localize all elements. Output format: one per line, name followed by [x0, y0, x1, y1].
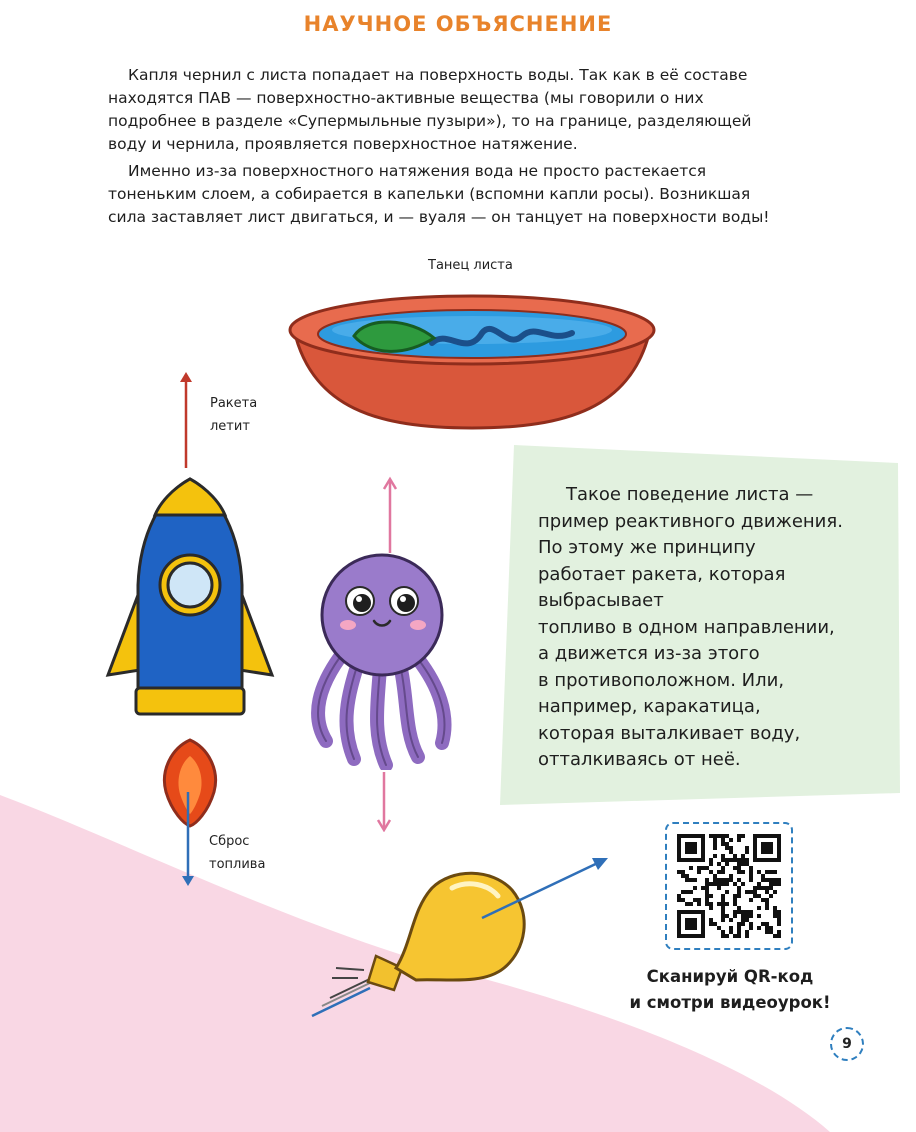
page-number: 9 [830, 1027, 864, 1061]
octopus-down-arrow [376, 770, 392, 832]
rocket-illustration [100, 475, 280, 725]
info-box-line: работает ракета, которая [538, 563, 786, 585]
info-box-line: которая выталкивает воду, [538, 722, 801, 744]
fuel-down-arrow [180, 790, 196, 890]
info-box-line: в противоположном. Или, [538, 669, 785, 691]
rocket-caption [210, 392, 257, 438]
info-box-line: пример реактивного движения. [538, 510, 843, 532]
paragraph-2-line: Именно из-за поверхностного натяжения вода не просто растекается [128, 162, 707, 180]
paragraph-2 [108, 160, 860, 229]
rocket-caption-line: летит [210, 419, 250, 434]
qr-instruction-line: Сканируй QR-код [646, 967, 814, 986]
balloon-illustration [292, 850, 612, 1030]
qr-instruction [612, 964, 848, 1016]
info-box-line: топливо в одном направлении, [538, 616, 835, 638]
info-box-line: а движется из-за этого [538, 643, 760, 664]
qr-code[interactable] [665, 822, 793, 950]
paragraph-1-line: воду и чернила, проявляется поверхностное натяжение. [108, 135, 578, 153]
paragraph-1 [108, 64, 860, 156]
info-box-line: выбрасывает [538, 590, 664, 611]
fuel-caption-line: Сброс [209, 834, 250, 849]
paragraph-1-line: находятся ПАВ — поверхностно-активные вещества (мы говорили о них [108, 89, 704, 107]
info-box-text [538, 482, 870, 774]
qr-instruction-line: и смотри видеоурок! [629, 993, 831, 1012]
bowl-illustration [282, 288, 662, 438]
info-box-line: По этому же принципу [538, 537, 756, 558]
paragraph-1-line: подробнее в разделе «Супермыльные пузыри»), то на границе, разделяющей [108, 112, 752, 130]
octopus-illustration [300, 545, 470, 770]
fuel-caption [209, 830, 265, 876]
fuel-caption-line: топлива [209, 857, 266, 872]
rocket-caption-line: Ракета [210, 396, 258, 411]
info-box-line: например, каракатица, [538, 696, 761, 717]
octopus-up-arrow [382, 475, 398, 555]
paragraph-2-line: сила заставляет лист двигаться, и — вуаля — он танцует на поверхности воды! [108, 208, 770, 226]
paragraph-1-line: Капля чернил с листа попадает на поверхность воды. Так как в её составе [128, 66, 748, 84]
page-title: НАУЧНОЕ ОБЪЯСНЕНИЕ [303, 12, 613, 36]
info-box-line: Такое поведение листа — [566, 484, 814, 505]
rocket-up-arrow [178, 370, 194, 470]
qr-code-pattern [677, 834, 781, 938]
paragraph-2-line: тоненьким слоем, а собирается в капельки (вспомни капли росы). Возникшая [108, 185, 751, 203]
info-box-line: отталкиваясь от неё. [538, 749, 741, 770]
bowl-caption: Танец листа [428, 258, 513, 273]
